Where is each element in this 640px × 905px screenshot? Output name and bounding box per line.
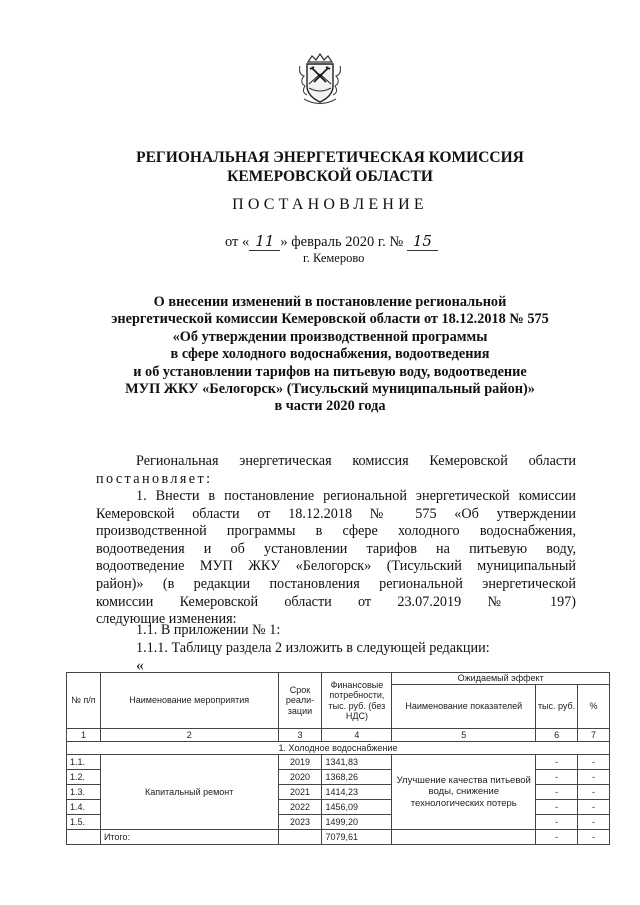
subject-line: в части 2020 года: [274, 398, 386, 415]
point-1-line: производственной программы в сфере холодного водоснабжения,: [96, 523, 576, 540]
header-indicator: Наименование показателей: [392, 685, 536, 729]
subject-line: в сфере холодного водоснабжения, водоотведения: [170, 346, 490, 363]
row-amount: 1456,09: [322, 800, 392, 815]
header-name: Наименование мероприятия: [100, 673, 278, 729]
row-pct: -: [578, 770, 610, 785]
coat-of-arms-emblem: [296, 52, 344, 110]
row-pct: -: [578, 800, 610, 815]
org-title-line2: КЕМЕРОВСКОЙ ОБЛАСТИ: [227, 168, 433, 185]
total-row: [67, 830, 610, 845]
subpoint-1-1-1: 1.1.1. Таблицу раздела 2 изложить в следующей редакции:: [136, 640, 490, 656]
point-1-line: 1. Внести в постановление региональной энергетической комиссии: [136, 488, 576, 504]
col-number: 1: [67, 729, 101, 742]
document-type: ПОСТАНОВЛЕНИЕ: [232, 196, 428, 213]
date-day-handwritten: 11: [249, 232, 280, 251]
row-num: 1.2.: [67, 770, 101, 785]
total-thous: -: [536, 830, 578, 845]
document-number-handwritten: 15: [407, 232, 438, 251]
col-number: 3: [278, 729, 322, 742]
subject-line: О внесении изменений в постановление региональной: [153, 294, 507, 310]
row-num: 1.1.: [67, 755, 101, 770]
col-number: 6: [536, 729, 578, 742]
row-year: 2022: [278, 800, 322, 815]
point-1-line: Кемеровской области от 18.12.2018 № 575 «Об утверждении: [96, 505, 576, 522]
header-term: Срок реали-зации: [278, 673, 322, 729]
row-num: 1.4.: [67, 800, 101, 815]
table-row: [67, 755, 610, 770]
row-year: 2021: [278, 785, 322, 800]
col-number: 4: [322, 729, 392, 742]
row-year: 2020: [278, 770, 322, 785]
row-amount: 1414,23: [322, 785, 392, 800]
header-finance: Финансовые потребности, тыс. руб. (без НДС): [322, 673, 392, 729]
point-1-line: следующие изменения:: [96, 611, 237, 628]
date-prefix: от «: [225, 234, 250, 250]
org-title-line1: РЕГИОНАЛЬНАЯ ЭНЕРГЕТИЧЕСКАЯ КОМИССИЯ: [136, 149, 524, 166]
date-line: [225, 232, 438, 251]
total-pct: -: [578, 830, 610, 845]
intro-line: Региональная энергетическая комиссия Кемеровской области: [136, 453, 576, 469]
subject-line: энергетической комиссии Кемеровской области от 18.12.2018 № 575: [111, 311, 549, 328]
point-1-paragraph: [96, 488, 576, 629]
row-num: 1.3.: [67, 785, 101, 800]
city-name: г. Кемерово: [303, 251, 365, 265]
point-1-line: район)» (в редакции постановления региональной энергетической: [96, 575, 576, 592]
row-year: 2023: [278, 815, 322, 830]
row-amount: 1499,20: [322, 815, 392, 830]
header-thous: тыс. руб.: [536, 685, 578, 729]
row-num: 1.5.: [67, 815, 101, 830]
point-1-line: водоотведения и об установлении тарифов на питьевую воду,: [96, 540, 576, 557]
row-pct: -: [578, 815, 610, 830]
subpoint-1-1: 1.1. В приложении № 1:: [136, 622, 281, 638]
opening-quote-mark: «: [136, 657, 144, 674]
row-amount: 1341,83: [322, 755, 392, 770]
row-pct: -: [578, 785, 610, 800]
col-number: 5: [392, 729, 536, 742]
subject-line: «Об утверждении производственной программы: [172, 328, 488, 345]
row-thous: -: [536, 770, 578, 785]
col-number: 7: [578, 729, 610, 742]
intro-paragraph: [96, 453, 576, 488]
row-pct: -: [578, 755, 610, 770]
point-1-line: комиссии Кемеровской области от 23.07.2019 № 197): [96, 593, 576, 610]
row-thous: -: [536, 785, 578, 800]
measures-table: [66, 672, 610, 845]
document-subject: [70, 294, 590, 416]
row-thous: -: [536, 755, 578, 770]
col-number: 2: [100, 729, 278, 742]
header-percent: %: [578, 685, 610, 729]
date-rest: » февраль 2020 г. №: [280, 234, 404, 250]
subject-line: МУП ЖКУ «Белогорск» (Тисульский муниципальный район)»: [125, 381, 535, 398]
row-thous: -: [536, 800, 578, 815]
header-effect-group: Ожидаемый эффект: [392, 673, 610, 685]
section-title: 1. Холодное водоснабжение: [67, 742, 610, 755]
header-num: № п/п: [67, 673, 101, 729]
expected-effect: Улучшение качества питьевой воды, снижение технологических потерь: [392, 755, 536, 830]
total-label: Итого:: [100, 830, 278, 845]
point-1-line: водоотведение МУП ЖКУ «Белогорск» (Тисульский муниципальный: [96, 558, 576, 575]
total-amount: 7079,61: [322, 830, 392, 845]
row-amount: 1368,26: [322, 770, 392, 785]
activity-name: Капитальный ремонт: [100, 755, 278, 830]
resolves-word: постановляет:: [96, 470, 213, 487]
row-year: 2019: [278, 755, 322, 770]
subject-line: и об установлении тарифов на питьевую воду, водоотведение: [133, 363, 527, 380]
row-thous: -: [536, 815, 578, 830]
